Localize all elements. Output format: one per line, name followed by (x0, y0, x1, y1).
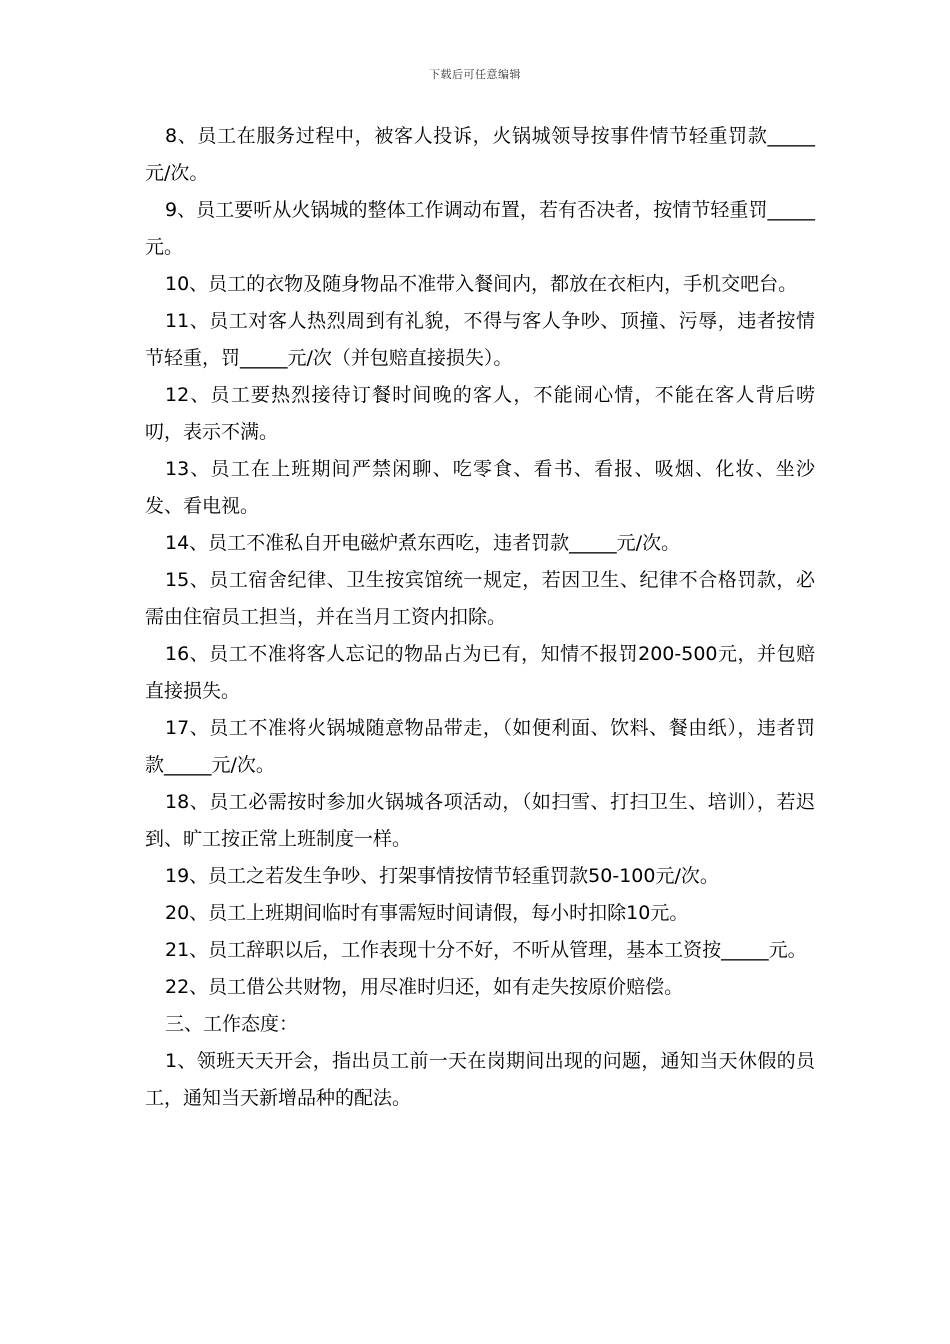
rule-paragraph-17: 17、员工不准将火锅城随意物品带走，（如便利面、饮料、餐由纸），违者罚款_____元/次。 (145, 717, 815, 776)
rule-paragraph-16: 16、员工不准将客人忘记的物品占为已有，知情不报罚200-500元，并包赔直接损失。 (145, 643, 815, 702)
rule-paragraph-10: 10、员工的衣物及随身物品不准带入餐间内，都放在衣柜内，手机交吧台。 (165, 273, 798, 295)
rule-paragraph-11: 11、员工对客人热烈周到有礼貌，不得与客人争吵、顶撞、污辱，违者按情节轻重，罚_____元/次（并包赔直接损失）。 (145, 310, 815, 369)
page-header-note: 下载后可任意编辑 (429, 68, 521, 81)
rule-paragraph-15: 15、员工宿舍纪律、卫生按宾馆统一规定，若因卫生、纪律不合格罚款，必需由住宿员工担当，并在当月工资内扣除。 (145, 569, 815, 628)
document-body (145, 118, 815, 1117)
rule-paragraph-9: 9、员工要听从火锅城的整体工作调动布置，若有否决者，按情节轻重罚_____元。 (145, 199, 815, 258)
attitude-paragraph-1: 1、领班天天开会，指出员工前一天在岗期间出现的问题，通知当天休假的员工，通知当天新增品种的配法。 (145, 1050, 815, 1109)
rule-paragraph-22: 22、员工借公共财物，用尽准时归还，如有走失按原价赔偿。 (165, 976, 684, 998)
rule-paragraph-18: 18、员工必需按时参加火锅城各项活动，（如扫雪、打扫卫生、培训），若迟到、旷工按正常上班制度一样。 (145, 791, 815, 850)
rule-paragraph-13: 13、员工在上班期间严禁闲聊、吃零食、看书、看报、吸烟、化妆、坐沙发、看电视。 (145, 458, 815, 517)
rule-paragraph-14: 14、员工不准私自开电磁炉煮东西吃，违者罚款_____元/次。 (165, 532, 681, 554)
section-heading-work-attitude: 三、工作态度： (165, 1013, 299, 1035)
rule-paragraph-19: 19、员工之若发生争吵、打架事情按情节轻重罚款50-100元/次。 (165, 865, 719, 887)
rule-paragraph-12: 12、员工要热烈接待订餐时间晚的客人，不能闹心情，不能在客人背后唠叨，表示不满。 (145, 384, 815, 443)
rule-paragraph-8: 8、员工在服务过程中，被客人投诉，火锅城领导按事件情节轻重罚款_____元/次。 (145, 125, 815, 184)
rule-paragraph-20: 20、员工上班期间临时有事需短时间请假，每小时扣除10元。 (165, 902, 689, 924)
rule-paragraph-21: 21、员工辞职以后，工作表现十分不好，不听从管理，基本工资按_____元。 (165, 939, 807, 961)
